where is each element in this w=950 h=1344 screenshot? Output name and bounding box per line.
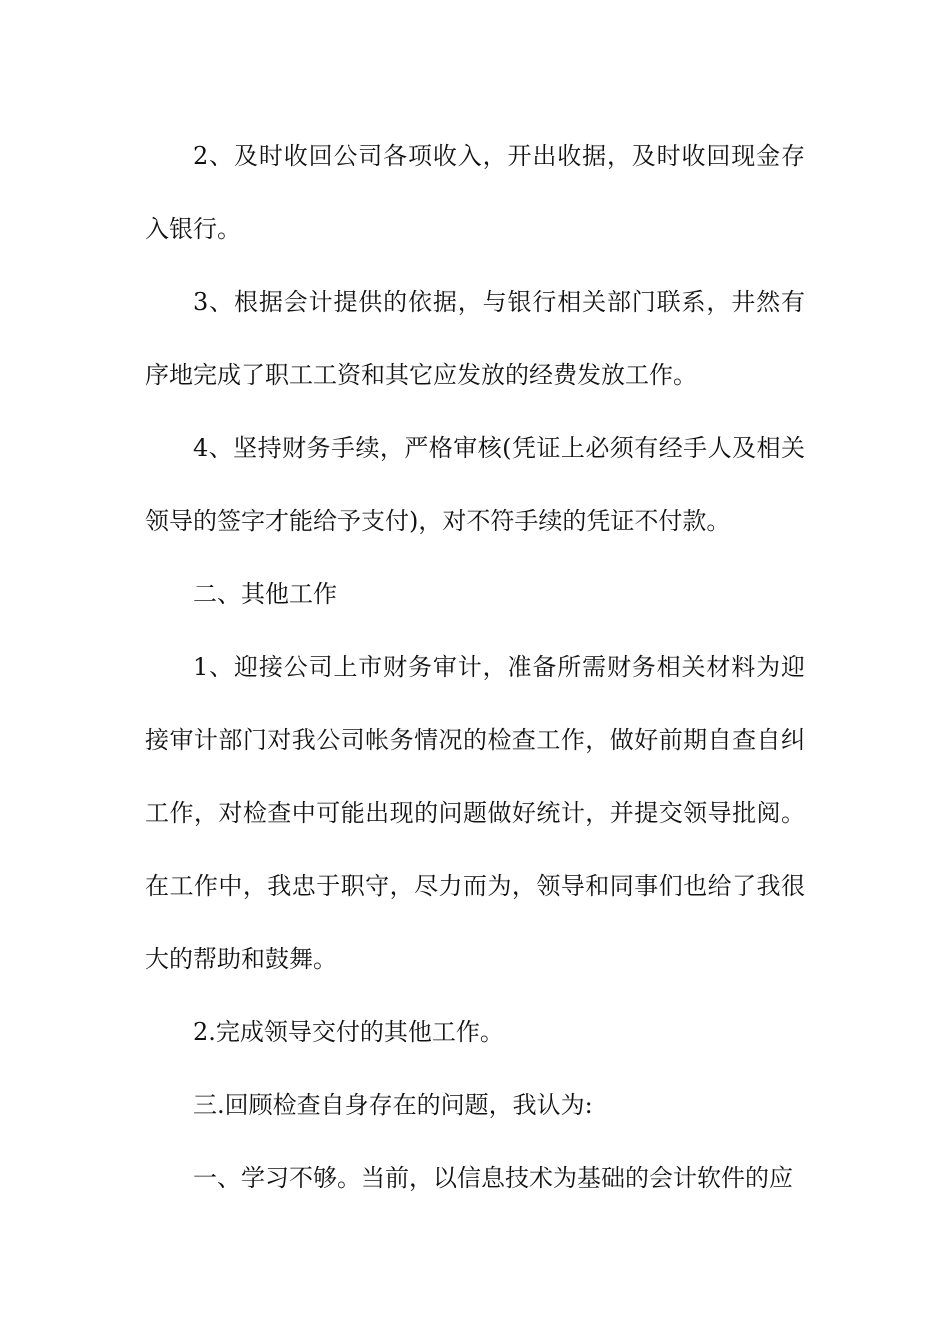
paragraph-receipts: 2、及时收回公司各项收入，开出收据，及时收回现金存入银行。 [145, 142, 805, 243]
paragraph-listing-audit: 1、迎接公司上市财务审计，准备所需财务相关材料为迎接审计部门对我公司帐务情况的检查工作，做好前期自查自纠工作，对检查中可能出现的问题做好统计，并提交领导批阅。在工作中，我忠于职守，尽力而为，领导和同事们也给了我很大的帮助和鼓舞。 [145, 653, 805, 973]
paragraph-other-tasks: 2.完成领导交付的其他工作。 [193, 1018, 504, 1046]
paragraph-payroll: 3、根据会计提供的依据，与银行相关部门联系，井然有序地完成了职工工资和其它应发放的经费发放工作。 [145, 288, 805, 389]
paragraph-audit-procedures: 4、坚持财务手续，严格审核(凭证上必须有经手人及相关领导的签字才能给予支付)，对不符手续的凭证不付款。 [145, 434, 805, 535]
document-body [145, 120, 805, 1215]
section-heading-other-work: 二、其他工作 [193, 580, 337, 608]
section-heading-review: 三.回顾检查自身存在的问题，我认为: [193, 1091, 593, 1119]
paragraph-insufficient-study: 一、学习不够。当前，以信息技术为基础的会计软件的应 [193, 1164, 793, 1192]
